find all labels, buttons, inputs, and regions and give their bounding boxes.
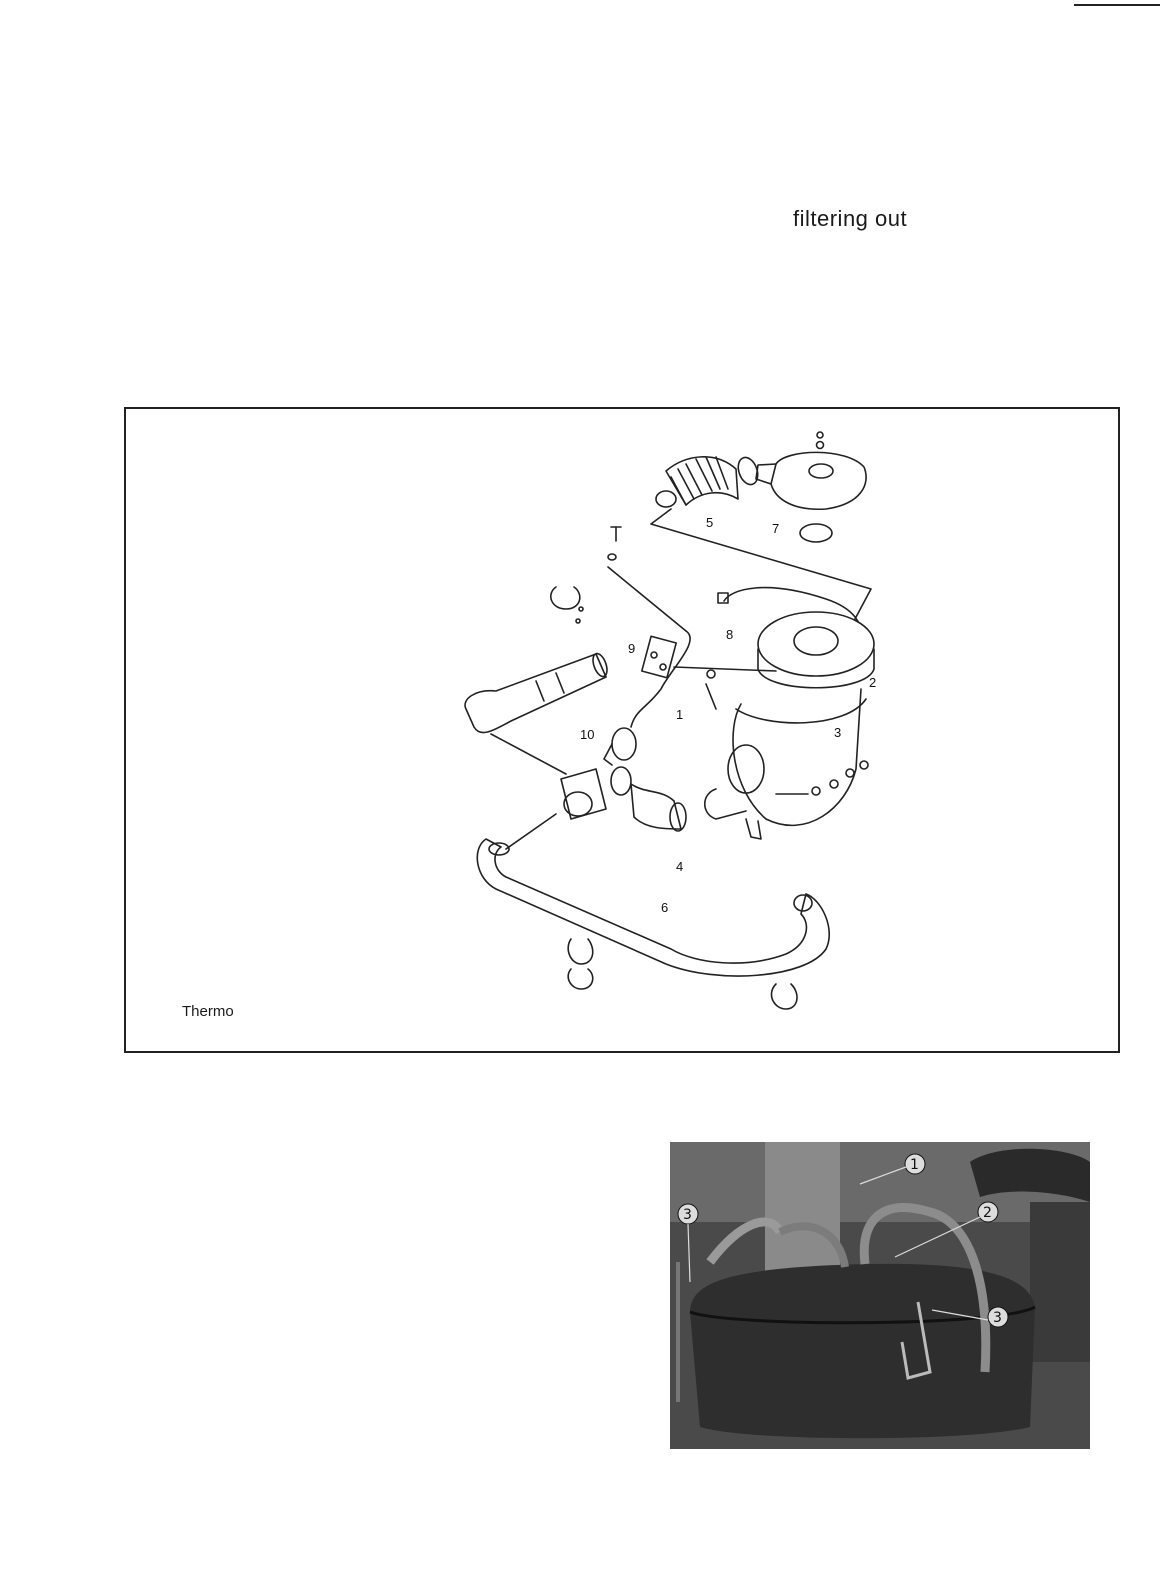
callout-4: 4 [676,859,684,874]
air-cleaner-body [705,612,877,839]
callout-7: 7 [772,521,780,536]
callout-9: 9 [628,641,636,656]
photo-marker-1: 1 [910,1157,919,1173]
body-text-fragment: filtering out [793,206,908,231]
air-cleaner-exploded-diagram [126,409,1118,1051]
long-hose-part [477,814,829,976]
figure-caption-fragment: Thermo [182,1003,234,1020]
thermo-sensor-part [642,636,676,678]
exploded-diagram-figure [124,407,1120,1053]
callout-8: 8 [726,627,734,642]
intake-hose-part [656,455,761,507]
vacuum-motor-part [604,728,636,765]
duct-joint-part [561,767,686,831]
engine-bay-photo [670,1142,1090,1449]
callout-2: 2 [869,675,877,690]
callout-5: 5 [706,515,714,530]
warm-air-pipe-part [465,652,610,733]
photo-marker-3-left: 3 [683,1207,692,1223]
header-rule [1074,4,1160,6]
callout-6: 6 [661,900,669,915]
callout-10: 10 [580,727,595,742]
photo-marker-2: 2 [983,1205,992,1221]
callout-3: 3 [834,725,842,740]
photo-marker-3-right: 3 [993,1310,1002,1326]
callout-1: 1 [676,707,684,722]
clamp-part [551,587,583,623]
